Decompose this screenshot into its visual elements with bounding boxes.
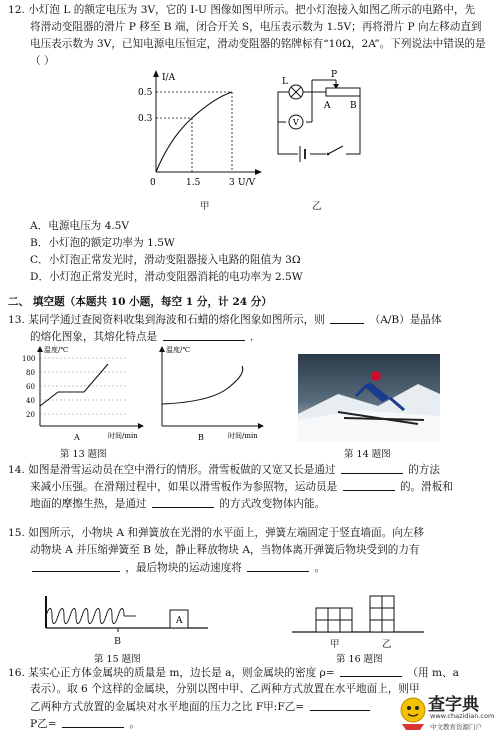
q15-point-b: B [114,636,121,647]
circuit-label-p: P [331,70,338,80]
q12-line2: 将滑动变阻器的滑片 P 移至 B 端，闭合开关 S，电压表示数为 1.5V；再将滑片 P 向左移动直到 [30,21,482,33]
q12-number: 12. [8,4,25,16]
q12-line1 [8,4,475,17]
q13b-label: B [198,433,204,442]
q12-x-tick-3: 3 [229,178,235,188]
q16-blank-3[interactable] [62,717,124,728]
q12-x-tick-15: 1.5 [186,178,201,188]
q13-number: 13. [8,314,25,326]
q13a-tick-20: 20 [26,411,35,419]
q13b-x-axis: 时间/min [228,432,258,440]
q14-blank-1[interactable] [341,463,403,474]
q13-line2 [30,330,260,344]
q12-line3: 电压表示数为 3V，已知电源电压恒定，滑动变阻器的铭牌标有“10Ω，2A”。下列说法中错误的是 [30,38,486,50]
circuit-voltmeter-label: V [293,118,299,127]
q16-line3 [30,700,372,714]
q13a-tick-100: 100 [22,355,36,363]
q13-blank-2[interactable] [163,330,245,341]
q15-blank-1[interactable] [32,561,120,572]
q12-caption-yi: 乙 [312,201,322,212]
q14-caption: 第 14 题图 [344,449,391,460]
circuit-label-l: L [282,77,288,87]
q14-text-3a: 地面的摩擦生热，是通过 [30,498,147,510]
q16-text-3: 乙两种方式放置的金属块对水平地面的压力之比 F甲:F乙= [30,701,305,713]
q13a-tick-40: 40 [26,397,35,405]
q13a-tick-60: 60 [26,383,35,391]
q16-text-4a: P乙= [30,718,57,730]
q13-text-2end: ． [249,331,261,343]
q12-x-tick-0: 0 [150,178,156,188]
q14-line2 [30,480,453,494]
q14-blank-2[interactable] [343,480,395,491]
q12-option-d[interactable]: D．小灯泡正常发光时，滑动变阻器消耗的电功率为 2.5W [30,271,303,283]
q14-line3 [30,497,325,511]
circuit-label-a: A [324,101,331,111]
q12-text-1: 小灯泡 L 的额定电压为 3V，它的 I-U 图像如图甲所示。把小灯泡接入如图乙所示的电路中，先 [28,4,476,16]
q16-line1 [8,666,459,680]
q15-line2: 动物块 A 并压缩弹簧至 B 处，静止释放物块 A，当物体离开弹簧后物块受到的力有 [30,544,420,556]
q16-label-yi: 乙 [382,639,392,650]
q12-option-c[interactable]: C．小灯泡正常发光时，滑动变阻器接入电路的阻值为 3Ω [30,254,301,266]
q12-option-b[interactable]: B．小灯泡的额定功率为 1.5W [30,237,175,249]
q13a-tick-80: 80 [26,369,35,377]
q13-graph-b [150,344,270,440]
q16-text-1a: 某实心正方体金属块的质量是 m，边长是 a，则金属块的密度 ρ= [28,667,335,679]
q12-caption-jia: 甲 [200,201,210,212]
q14-ski-photo [298,354,440,442]
q15-text-3a: ，最后物块的运动速度将 [125,562,242,574]
q14-line1 [8,463,440,477]
q16-text-1b: （用 m、a [407,667,459,679]
q12-x-axis-label: U/V [238,178,256,188]
q16-line4 [30,717,140,731]
q13-text-1a: 某同学通过查阅资料收集到海波和石蜡的熔化图象如图所示，则 [28,314,325,326]
q15-caption: 第 15 题图 [94,654,141,665]
q13-text-2: 的熔化图象，其熔化特点是 [30,331,158,343]
q13-line1 [8,313,442,327]
q12-iu-graph [138,68,270,188]
q16-label-jia: 甲 [330,639,340,650]
q15-text-1: 如图所示，小物块 A 和弹簧放在光滑的水平面上，弹簧左端固定于竖直墙面。向左移 [28,527,424,539]
section-2-title: 二、 填空题（本题共 10 小题，每空 1 分，计 24 分） [8,296,272,308]
q12-option-a[interactable]: A．电源电压为 4.5V [30,220,130,232]
circuit-label-b: B [350,101,357,111]
q16-text-4b: 。 [129,718,140,730]
q16-caption: 第 16 题图 [336,654,383,665]
q13-caption: 第 13 题图 [60,449,107,460]
q13-text-1b: （A/B）是晶体 [369,314,442,326]
q13a-x-axis: 时间/min [108,432,138,440]
q13b-y-axis: 温度/℃ [166,346,191,354]
chazidian-tagline: 中文教育资源门户 [430,723,482,731]
q12-answer-paren: （ ） [30,55,55,67]
q13a-label: A [74,433,80,442]
q16-blocks-figure [288,596,428,636]
q14-number: 14. [8,464,25,476]
q14-blank-3[interactable] [152,497,214,508]
chazidian-url: www.chazidian.com [430,712,495,720]
q15-spring-figure [40,592,210,636]
q16-blank-2[interactable] [310,700,370,711]
q12-y-tick-03: 0.3 [138,114,153,124]
q16-blank-1[interactable] [340,666,402,677]
q15-block-label: A [176,616,183,626]
q14-text-1b: 的方法 [408,464,440,476]
q12-y-tick-05: 0.5 [138,88,153,98]
q13-blank-1[interactable] [330,313,364,324]
q14-text-1a: 如图是滑雪运动员在空中滑行的情形。滑雪板做的又宽又长是通过 [28,464,336,476]
q15-blank-2[interactable] [247,561,309,572]
q14-text-2a: 来减小压强。在滑翔过程中，如果以滑雪板作为参照物，运动员是 [30,481,338,493]
chazidian-logo [398,688,504,736]
q12-circuit [268,70,378,160]
chazidian-brand: 查字典 [428,695,479,715]
chazidian-mascot-icon [398,694,428,730]
q16-line2: 表示）。取 6 个这样的金属块，分别以图中甲、乙两种方式放置在水平地面上，则甲 [30,683,420,695]
q16-number: 16. [8,667,25,679]
q13-graph-a [18,344,148,440]
q14-text-3b: 的方式改变物体内能。 [219,498,326,510]
q15-line3 [30,561,325,575]
q14-text-2b: 的。滑板和 [399,481,453,493]
q15-text-3b: 。 [314,562,326,574]
q15-line1 [8,527,424,540]
q15-number: 15. [8,527,25,539]
q12-y-axis-label: I/A [162,73,176,83]
q13a-y-axis: 温度/℃ [44,346,69,354]
